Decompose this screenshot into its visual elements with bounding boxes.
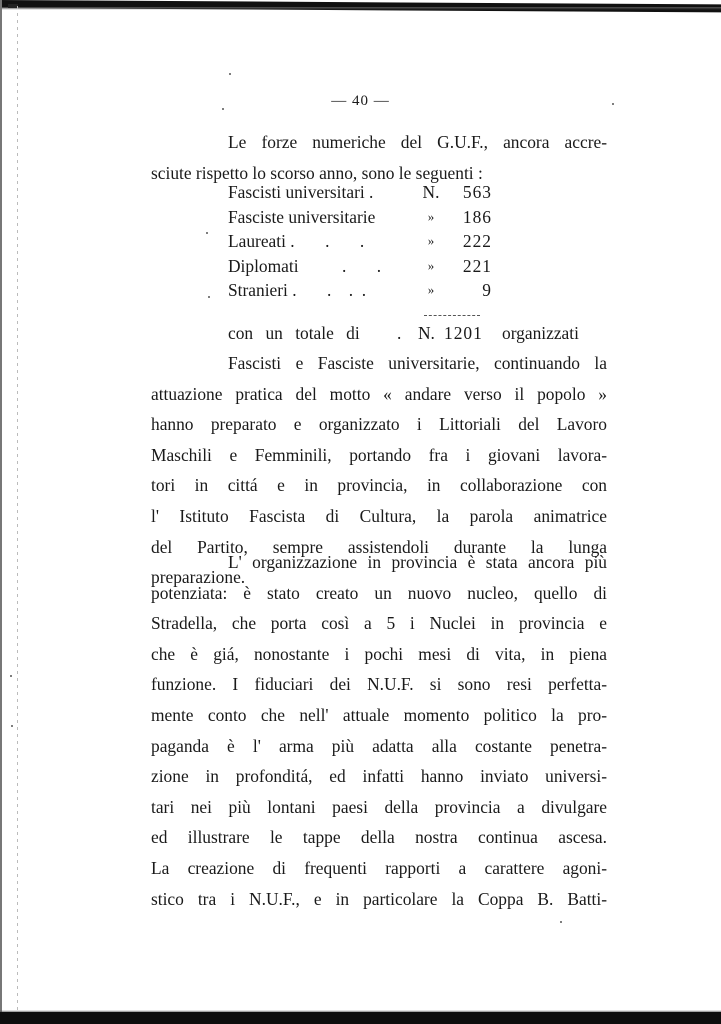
scan-speck <box>206 232 208 234</box>
stat-label: Diplomati . . <box>228 255 382 276</box>
stat-value: 563 <box>462 182 492 202</box>
total-prefix: N. <box>418 323 435 343</box>
text-line: funzione. I fiduciari dei N.U.F. si sono resi perfetta- <box>151 674 607 695</box>
stat-prefix: » <box>427 208 435 224</box>
text-line: Fascisti e Fasciste universitarie, continuando la <box>228 353 607 373</box>
text-line: mente conto che nell' attuale momento politico la pro- <box>151 704 607 725</box>
scan-speck <box>560 921 562 923</box>
stat-prefix: » <box>427 233 435 248</box>
stat-prefix: » <box>427 282 435 297</box>
stat-row <box>228 229 608 254</box>
text-line: zione in profonditá, ed infatti hanno inviato universi- <box>151 766 607 787</box>
text-line: tori in cittá e in provincia, in collaborazione con <box>151 475 607 496</box>
stat-prefix: » <box>427 257 435 273</box>
text-line: potenziata: è stato creato un nuovo nucleo, quello di <box>151 582 607 603</box>
text-line: Le forze numeriche del G.U.F., ancora accre- <box>228 132 607 152</box>
scan-border-top-shadow <box>0 7 721 10</box>
stat-value: 9 <box>482 280 492 300</box>
text-line: La creazione di frequenti rapporti a carattere agoni- <box>151 857 607 878</box>
text-line: l' Istituto Fascista di Cultura, la parola animatrice <box>151 505 607 526</box>
stat-value: 186 <box>462 206 492 227</box>
intro-paragraph <box>151 127 607 188</box>
scan-speck <box>222 108 224 110</box>
total-dot: . <box>397 323 402 343</box>
stat-label: Stranieri . . . . <box>228 280 367 300</box>
text-line: del Partito, sempre assistendoli durante la lunga <box>151 536 607 557</box>
text-line: stico tra i N.U.F., e in particolare la Coppa B. Batti- <box>151 888 607 909</box>
scan-speck <box>612 103 614 105</box>
stat-prefix: N. <box>422 182 440 202</box>
total-suffix: organizzati <box>502 323 579 343</box>
scan-border-bottom <box>0 1012 721 1024</box>
text-line: Maschili e Femminili, portando fra i giovani lavora- <box>151 444 607 465</box>
stat-row <box>228 180 608 205</box>
statistics-table <box>228 180 608 303</box>
text-line: tari nei più lontani paesi della provincia a divulgare <box>151 796 607 817</box>
scan-border-left <box>0 0 2 1024</box>
sum-rule-divider <box>424 315 480 316</box>
scan-speck <box>208 296 210 298</box>
page-number: — 40 — <box>331 93 390 109</box>
stat-label: Fasciste universitarie <box>228 206 376 227</box>
stat-row <box>228 254 608 279</box>
stat-value: 222 <box>462 231 492 251</box>
text-line: Stradella, che porta così a 5 i Nuclei in provincia e <box>151 613 607 634</box>
text-line: sciute rispetto lo scorso anno, sono le seguenti : <box>151 162 483 183</box>
text-line: ed illustrare le tappe della nostra continua ascesa. <box>151 827 607 848</box>
scan-speck <box>10 675 12 677</box>
text-line: attuazione pratica del motto « andare verso il popolo » <box>151 383 607 404</box>
scan-gutter-line <box>17 6 18 1014</box>
total-value: 1201 <box>444 323 483 343</box>
stat-row <box>228 278 608 303</box>
text-line: paganda è l' arma più adatta alla costante penetra- <box>151 735 607 756</box>
stat-label: Fascisti universitari . <box>228 182 374 202</box>
scan-speck <box>229 73 231 75</box>
stat-row <box>228 205 608 230</box>
stat-value: 221 <box>462 255 492 276</box>
scan-speck <box>11 725 13 727</box>
text-line: che è giá, nonostante i pochi mesi di vita, in piena <box>151 643 607 664</box>
paragraph-organizzazione <box>151 547 607 914</box>
stat-label: Laureati . . . <box>228 231 365 251</box>
text-line: preparazione. <box>151 567 246 588</box>
total-text: con un totale di <box>228 323 360 343</box>
text-line: hanno preparato e organizzato i Littoriali del Lavoro <box>151 414 607 435</box>
text-line: L' organizzazione in provincia è stata ancora più <box>228 552 607 572</box>
